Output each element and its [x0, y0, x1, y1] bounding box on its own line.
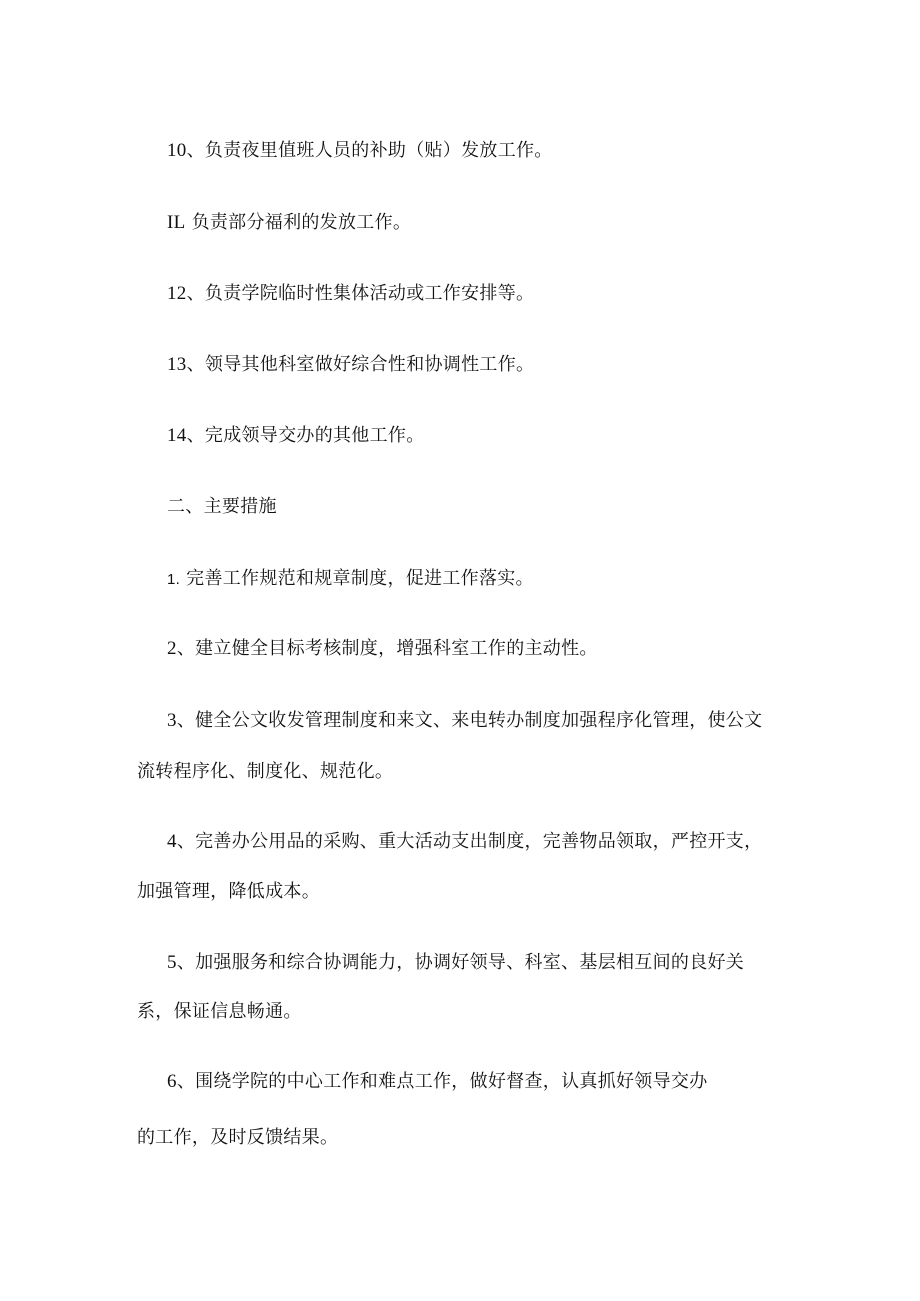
measure-item-4-continuation: 加强管理，降低成本。 — [137, 881, 320, 902]
item-text: 、完成领导交办的其他工作。 — [186, 425, 425, 446]
measure-item-5 — [167, 951, 744, 975]
measure-item-6-continuation: 的工作，及时反馈结果。 — [137, 1127, 339, 1148]
item-number: IL — [167, 212, 186, 233]
item-number: 13 — [167, 354, 187, 375]
item-text: 、加强服务和综合协调能力，协调好领导、科室、基层相互间的良好关 — [176, 952, 745, 973]
measure-item-5-continuation: 系，保证信息畅通。 — [137, 1001, 302, 1022]
section-heading: 二、主要措施 — [167, 496, 277, 517]
item-number: 12 — [167, 283, 187, 304]
item-text: 、领导其他科室做好综合性和协调性工作。 — [186, 354, 535, 375]
item-number: 4 — [167, 831, 177, 852]
item-text: 、完善办公用品的采购、重大活动支出制度，完善物品领取，严控开支， — [176, 831, 763, 852]
item-number: 2 — [167, 638, 177, 659]
measure-item-6 — [167, 1070, 708, 1094]
item-text: 、负责夜里值班人员的补助（贴）发放工作。 — [186, 140, 553, 161]
item-text: 、健全公文收发管理制度和来文、来电转办制度加强程序化管理，使公文 — [176, 710, 763, 731]
duty-item-14 — [167, 424, 425, 448]
item-number: 1. — [167, 571, 181, 588]
measure-item-3-continuation: 流转程序化、制度化、规范化。 — [137, 761, 394, 782]
item-number: 5 — [167, 952, 177, 973]
measure-item-4 — [167, 830, 762, 854]
measure-item-3 — [167, 709, 762, 733]
measure-item-2 — [167, 637, 598, 661]
item-number: 6 — [167, 1071, 177, 1092]
duty-item-10 — [167, 139, 553, 163]
item-text: 、负责学院临时性集体活动或工作安排等。 — [186, 283, 535, 304]
item-text: 完善工作规范和规章制度，促进工作落实。 — [180, 568, 534, 589]
measure-item-1 — [167, 567, 534, 592]
item-text: 负责部分福利的发放工作。 — [185, 212, 412, 233]
item-number: 14 — [167, 425, 187, 446]
duty-item-13 — [167, 353, 534, 377]
item-text: 、围绕学院的中心工作和难点工作，做好督查，认真抓好领导交办 — [176, 1071, 708, 1092]
item-text: 、建立健全目标考核制度，增强科室工作的主动性。 — [176, 638, 598, 659]
duty-item-12 — [167, 282, 534, 306]
item-number: 10 — [167, 140, 187, 161]
duty-item-11 — [167, 211, 411, 235]
item-number: 3 — [167, 710, 177, 731]
